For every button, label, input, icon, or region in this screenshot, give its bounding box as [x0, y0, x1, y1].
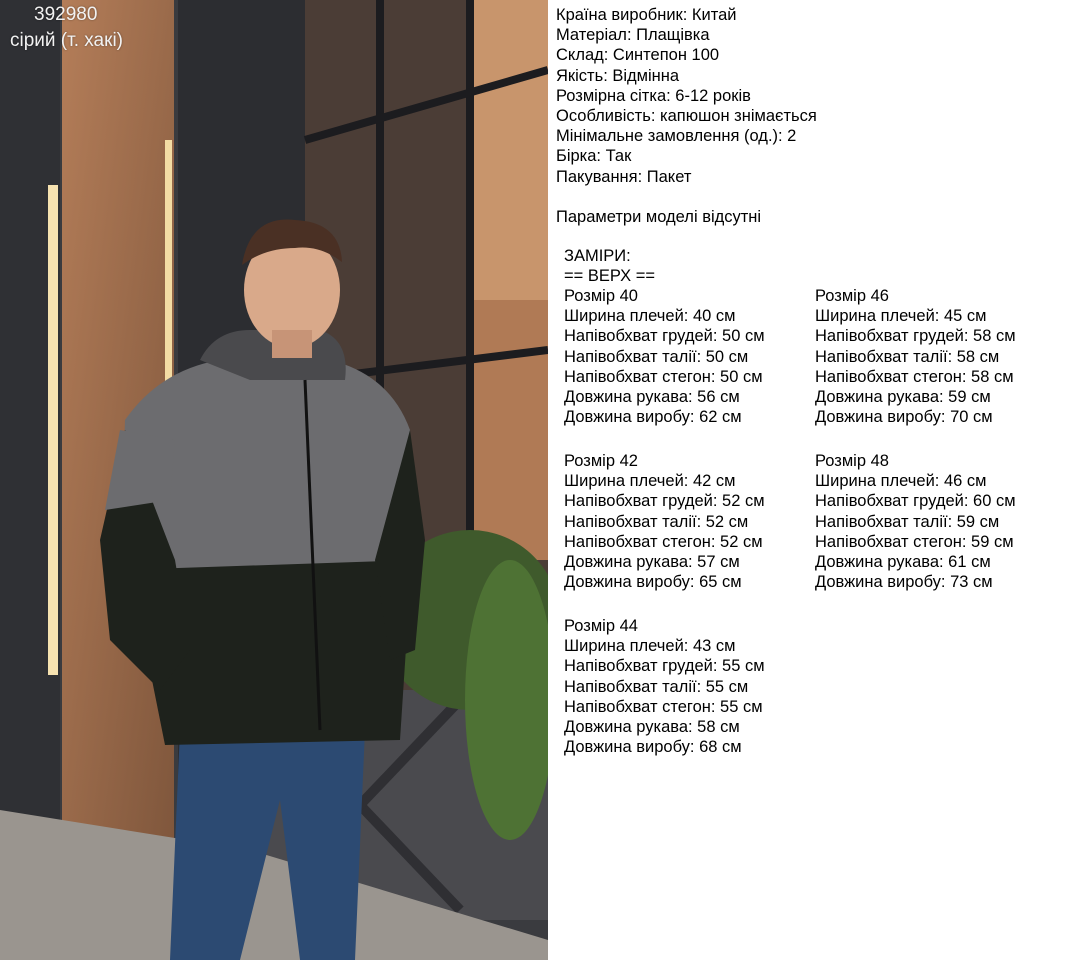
article-number: 392980 — [34, 4, 98, 25]
size-row: Довжина рукава: 56 см — [564, 388, 740, 407]
size-row: Довжина виробу: 68 см — [564, 738, 742, 757]
size-row: Напівобхват стегон: 58 см — [815, 367, 1014, 386]
size-row: Напівобхват грудей: 55 см — [564, 657, 765, 676]
spec-size-range: Розмірна сітка: 6-12 років — [556, 86, 751, 105]
size-row: Напівобхват талії: 52 см — [564, 512, 749, 531]
size-block-40 — [564, 286, 765, 427]
size-label: Розмір 42 — [564, 452, 638, 470]
size-block-42 — [564, 451, 765, 592]
size-row: Ширина плечей: 43 см — [564, 637, 736, 656]
size-row: Напівобхват стегон: 59 см — [815, 532, 1014, 551]
size-row: Напівобхват стегон: 52 см — [564, 532, 763, 551]
size-row: Довжина виробу: 62 см — [564, 408, 742, 427]
size-block-46 — [815, 286, 1016, 427]
size-row: Напівобхват грудей: 52 см — [564, 492, 765, 511]
size-row: Напівобхват талії: 59 см — [815, 512, 1000, 531]
product-specs — [556, 5, 1061, 227]
spec-packaging: Пакування: Пакет — [556, 167, 692, 186]
size-label: Розмір 46 — [815, 287, 889, 305]
size-row: Напівобхват талії: 58 см — [815, 347, 1000, 366]
size-row: Довжина рукава: 57 см — [564, 553, 740, 572]
spec-tag: Бірка: Так — [556, 147, 632, 166]
size-row: Ширина плечей: 42 см — [564, 472, 736, 491]
size-row: Ширина плечей: 40 см — [564, 307, 736, 326]
measurements-header — [564, 246, 655, 286]
size-row: Довжина виробу: 73 см — [815, 573, 993, 592]
size-label: Розмір 44 — [564, 617, 638, 635]
size-row: Довжина рукава: 61 см — [815, 553, 991, 572]
model-params: Параметри моделі відсутні — [556, 207, 762, 226]
size-row: Напівобхват талії: 50 см — [564, 347, 749, 366]
size-label: Розмір 48 — [815, 452, 889, 470]
size-row: Напівобхват талії: 55 см — [564, 677, 749, 696]
size-block-44 — [564, 616, 765, 757]
size-block-48 — [815, 451, 1016, 592]
spec-country: Країна виробник: Китай — [556, 6, 737, 24]
size-row: Напівобхват стегон: 55 см — [564, 697, 763, 716]
size-row: Напівобхват грудей: 50 см — [564, 327, 765, 346]
measurements-title: ЗАМІРИ: — [564, 247, 631, 265]
spec-min-order: Мінімальне замовлення (од.): 2 — [556, 127, 797, 146]
spec-quality: Якість: Відмінна — [556, 66, 680, 85]
size-row: Напівобхват стегон: 50 см — [564, 367, 763, 386]
size-row: Довжина рукава: 58 см — [564, 718, 740, 737]
size-label: Розмір 40 — [564, 287, 638, 305]
spec-material: Матеріал: Плащівка — [556, 26, 710, 45]
spec-feature: Особливість: капюшон знімається — [556, 107, 817, 126]
size-row: Довжина виробу: 65 см — [564, 573, 742, 592]
color-label: сірий (т. хакі) — [10, 30, 123, 51]
size-row: Ширина плечей: 46 см — [815, 472, 987, 491]
size-row: Напівобхват грудей: 58 см — [815, 327, 1016, 346]
measurements-section: == ВЕРХ == — [564, 267, 655, 286]
size-row: Ширина плечей: 45 см — [815, 307, 987, 326]
size-row: Довжина рукава: 59 см — [815, 388, 991, 407]
size-row: Довжина виробу: 70 см — [815, 408, 993, 427]
size-row: Напівобхват грудей: 60 см — [815, 492, 1016, 511]
spec-filling: Склад: Синтепон 100 — [556, 46, 720, 65]
